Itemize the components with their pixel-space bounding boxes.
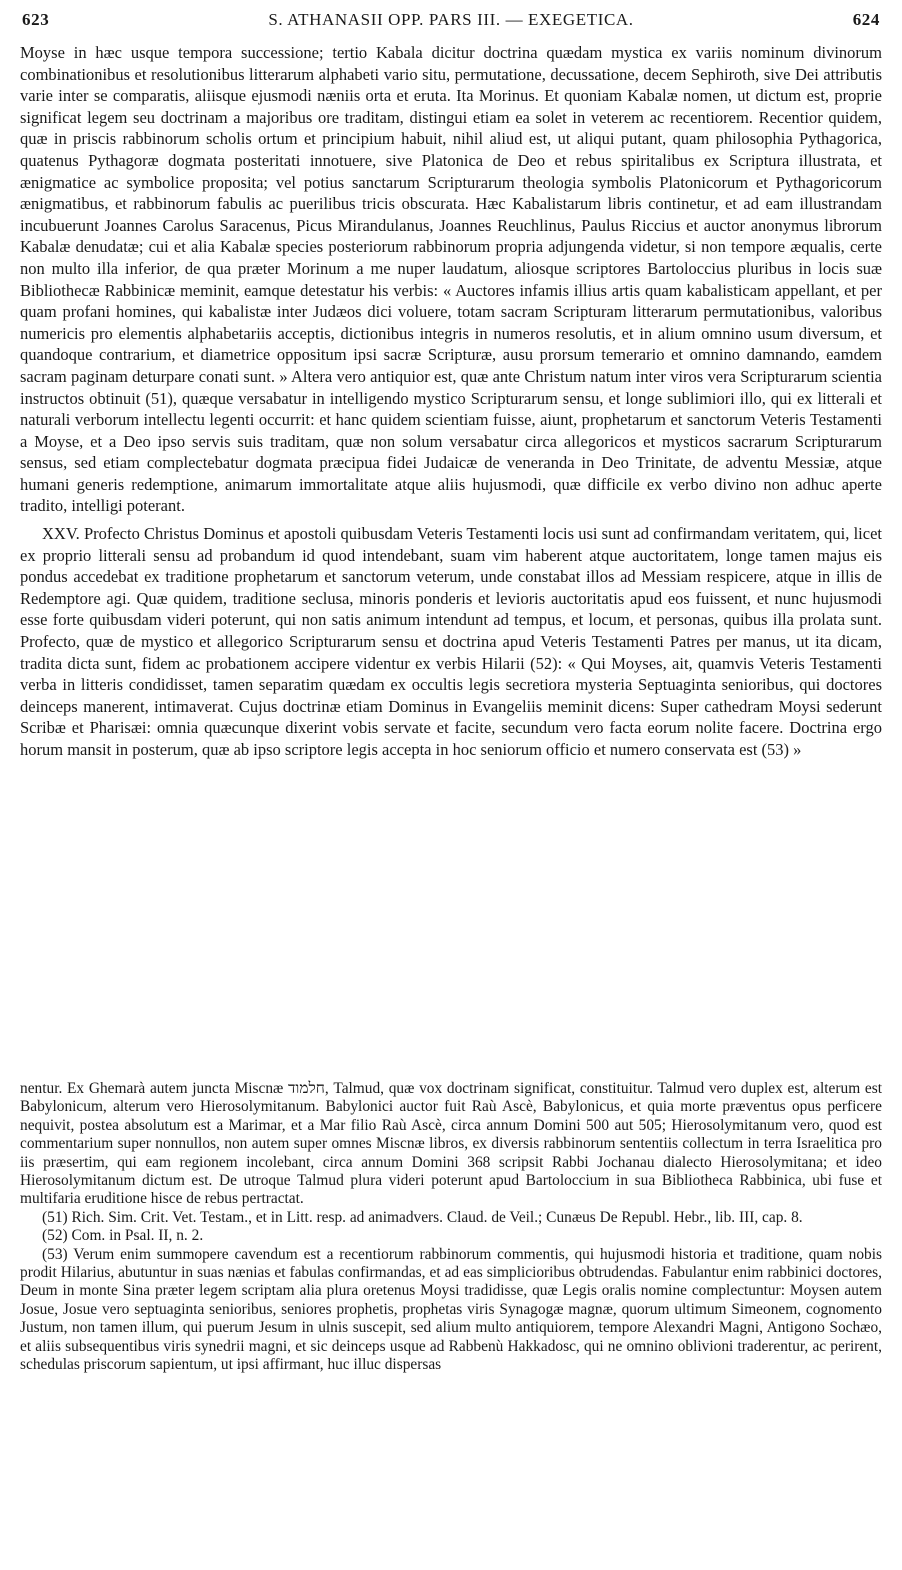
footnote-continuation: nentur. Ex Ghemarà autem juncta Miscnæ חלמוד, Talmud, quæ vox doctrinam significat, constituitur. Talmud vero duplex est, alterum est Babylonicum, alterum vero Hierosolymitanum. Babylonici auctor fuit Raù Ascè, Babylonicus, et quia morte præventus opus perficere nequivit, postea absolutum est a Marimar, et a Mar filio Raù Ascè, circa annum Domini 500 aut 505; Hierosolymitanum vero, quod est commentarium super nonnullos, non autem super omnes Miscnæ libros, ex diversis rabbinorum sententiis collectum in terra Israelitica pro iis præsertim, qui eam regionem incolebant, circa annum Domini 368 scripsit Rabbi Jochanau dialecto Hierosolymitana; et ideo Hierosolymitanum dictum est. De utroque Talmud plura videri poterunt apud Bartoloccium in sua Bibliotheca Rabbinica, ubi fuse et multifaria eruditione hisce de rebus pertractat. [20, 1080, 882, 1208]
footnote-52: (52) Com. in Psal. II, n. 2. [42, 1227, 204, 1245]
footnotes [20, 1080, 882, 1375]
body-paragraph-1: Moyse in hæc usque tempora successione; tertio Kabala dicitur doctrina quædam mystica ex variis nominum divinorum combinationibus et resolutionibus litterarum alphabeti vario situ, permutatione, decussatione, decem Sephiroth, sive Dei attributis varie inter se comparatis, aliisque ejusmodi næniis orta et eruta. Ita Morinus. Et quoniam Kabalæ nomen, ut dictum est, proprie significat legem seu doctrinam a majoribus ore traditam, distingui etiam ea solet in veterem ac recentiorem. Recentior quidem, quæ in priscis rabbinorum scholis ortum et principium habuit, nihil aliud est, ut aliqui putant, quam philosophia Pythagorica, quatenus Pythagoræ dogmata posteritati innotuere, sive Platonica de Deo et rebus spiritalibus ex Scriptura illustrata, et ænigmatice ac symbolice proposita; vel potius sanctarum Scripturarum theologia symbolis Platonicorum et Pythagoricorum ænigmatibus, et rabbinorum fabulis ac puerilibus tricis obscurata. Hæc Kabalistarum libris continetur, et ad eam illustrandam incubuerunt Joannes Carolus Saracenus, Picus Mirandulanus, Joannes Reuchlinus, Paulus Riccius et auctor anonymus librorum Kabalæ denudatæ; cui et alia Kabalæ species posteriorum rabbinorum propria adjungenda videtur, si non tempore æqualis, certe non multo illa inferior, de qua præter Morinum a me nuper laudatum, aliosque scriptores Bartoloccius pluribus in locis suæ Bibliothecæ Rabbinicæ meminit, eamque detestatur his verbis: « Auctores infamis illius artis quam kabalisticam appellant, et per quam profani homines, qui kabalistæ inter Judæos dici voluere, totam sacram Scripturam litterarum permutationibus, valoribus numericis pro elementis alphabetariis acceptis, dictionibus integris in numeros resolutis, et in alium omnino usum diversum, et quandoque contrarium, et diametrice oppositum ipsi sacræ Scripturæ, ausu prorsum temerario et omnino damnando, eamdem sacram paginam deturpare conati sunt. » Altera vero antiquior est, quæ ante Christum natum inter viros vera Scripturarum scientia instructos obtinuit (51), quæque versabatur in intelligendo mystico Scripturarum sensu, et longe sublimiori illo, qui ex litterali et naturali verborum intellectu legenti occurrit: et hanc quidem scientiam fuisse, aiunt, prophetarum et sanctorum Veteris Testamenti a Moyse, et a Deo ipso servis suis traditam, quæ non solum versabatur circa allegoricos et mysticos sacrarum Scripturarum sensus, sed etiam complectebatur dogmata præcipua fidei Judaicæ de veneranda in Deo Trinitate, de adventu Messiæ, atque humani generis redemptione, animarum immortalitate atque aliis hujusmodi, quæ difficile ex verbo divino non adhuc aperte tradito, intelligi poterant. [20, 43, 882, 516]
footnote-53: (53) Verum enim summopere cavendum est a recentiorum rabbinorum commentis, qui hujusmodi historia et traditione, quam nobis prodit Hilarius, abutuntur in suas nænias et fabulas confirmandas, et ad eas simplicioribus obtrudendas. Fabulantur enim rabbinici doctores, Deum in monte Sina præter legem scriptam alia plura oretenus Moysi tradidisse, quæ Legis oralis nomine complectuntur: Moysen autem Josue, Josue vero septuaginta senioribus, seniores prophetis, prophetas viris Synagogæ magnæ, quorum ultimum Simeonem, cognomento Justum, non tamen illum, qui puerum Jesum in ulnis suscepit, sed alium multo antiquiorem, tempore Alexandri Magni, Antigono Sochæo, et aliis subsequentibus viris synedrii magni, et sic deinceps usque ad Rabbenù Hakkadosc, qui ne omnino oblivioni traderentur, ac perirent, schedulas priscorum sapientum, ut ipsi affirmant, huc illuc dispersas [20, 1245, 882, 1374]
body-paragraph-2: XXV. Profecto Christus Dominus et apostoli quibusdam Veteris Testamenti locis usi sunt ad confirmandam veritatem, qui, licet ex proprio litterali sensu ad probandum id quod intendebant, suam vim haberent atque auctoritatem, longe tamen majus eis pondus accedebat ex traditione prophetarum et sanctorum veterum, unde constabat illos ad Messiam respicere, atque in illis de Redemptore agi. Quæ quidem, traditione seclusa, minoris ponderis et levioris auctoritatis apud eos fuissent, et nunc hujusmodi esse forte quibusdam videri poterunt, qui non satis animum intendunt ad tempus, et locum, et personas, quibus illa prolata sunt. Profecto, quæ de mystico et allegorico Scripturarum sensu et doctrina apud Veteris Testamenti Patres per manus, ut ita dicam, tradita dicta sunt, fidem ac probationem accipere videntur ex verbis Hilarii (52): « Qui Moyses, ait, quamvis Veteris Testamenti verba in litteris condidisset, tamen separatim quædam ex occultis legis secretiora mysteria Septuaginta senioribus, qui doctores deinceps manerent, intimaverat. Cujus doctrinæ etiam Dominus in Evangeliis meminit dicens: Super cathedram Moysi sederunt Scribæ et Pharisæi: omnia quæcunque dixerint vobis servate et facite, secundum vero facta eorum nolite facere. Doctrina ergo horum mansit in posterum, quæ ab ipso scriptore legis accepta in hoc seniorum officio et numero conservata est (53) » [20, 524, 882, 759]
page-number-left: 623 [22, 10, 50, 29]
running-title: S. ATHANASII OPP. PARS III. — EXEGETICA. [268, 10, 634, 29]
page-number-right: 624 [852, 10, 880, 29]
footnote-51: (51) Rich. Sim. Crit. Vet. Testam., et in Litt. resp. ad animadvers. Claud. de Veil.; Cunæus De Republ. Hebr., lib. III, cap. 8. [42, 1208, 803, 1226]
main-text [20, 42, 882, 761]
running-header [22, 10, 880, 34]
